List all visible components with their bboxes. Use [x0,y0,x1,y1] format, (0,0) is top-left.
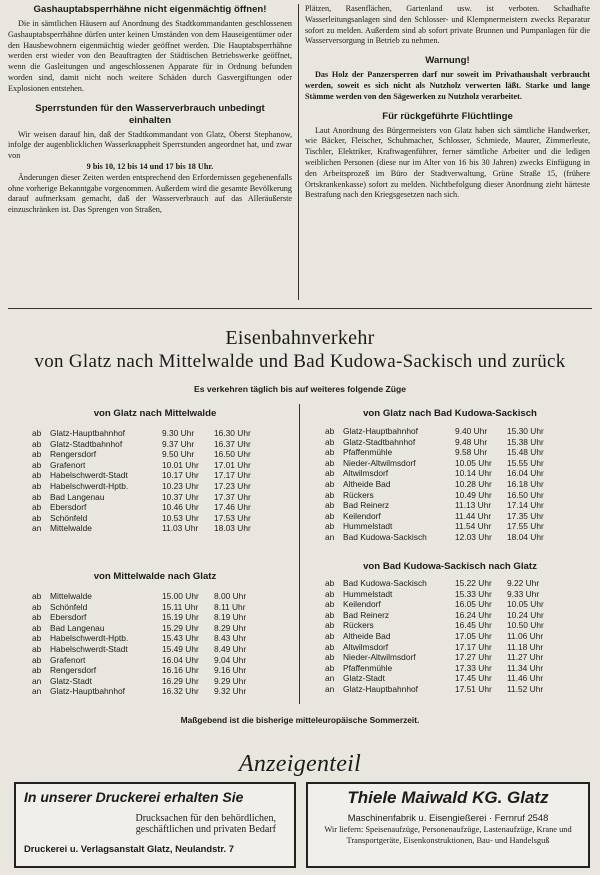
row-time-1: 16.29 Uhr [162,675,199,686]
water-notice-text-2: Änderungen dieser Zeiten werden entsprechend den Erfordernissen gegebenenfalls ohne vorherige Bekanntgabe vorgenommen. Außerdem wird die gesamte Bevölkerung darauf aufmerksam gemacht, daß der Wasserverbrauch auf das Alleräußerste einzuschränken ist. Das Sprengen von Straßen, [8,172,292,215]
row-time-2: 16.50 Uhr [214,449,251,460]
row-time-2: 18.04 Uhr [507,531,544,542]
gas-notice-text: Die in sämtlichen Häusern auf Anordnung des Stadtkommandanten geschlossenen Gashauptabsperrhähne dürfen unter keinen Umständen von dem Hauseigentümer oder den Hausbewohnern eigenmächtig wieder geöffnet werden. Die Hauptabsperrhähne werden erst wieder von den Beauftragten der Städtischen Betriebswerke geöffnet, wenn die Gasleitungen und angeschlossenen Apparate für in Ordnung befunden worden sind, damit nicht noch weitere Schäden durch Gasvergiftungen oder Explosionen entstehen. [8,19,292,93]
row-time-1: 15.22 Uhr [455,578,492,588]
row-station: Glatz-Stadt [343,673,385,684]
row-time-2: 9.29 Uhr [214,675,247,686]
timetable-row [325,490,567,501]
row-time-2: 15.48 Uhr [507,447,544,458]
timetable-row [32,644,274,655]
row-station: Glatz-Hauptbahnhof [50,686,125,697]
water-notice-text: Wir weisen darauf hin, daß der Stadtkommandant von Glatz, Oberst Stephanow, infolge der augenblicklichen Wasserknappheit Sperrstunden angeordnet hat, und zwar von [8,129,292,161]
timetable-title-mittelwalde-glatz: von Mittelwalde nach Glatz [93,571,217,582]
row-station: Glatz-Stadt [50,675,92,686]
ad-printing-body1: Drucksachen für den behördlichen, [135,813,276,824]
ad-printing-footer: Druckerei u. Verlagsanstalt Glatz, Neulandstr. 7 [24,843,234,854]
row-direction: ab [32,491,42,502]
timetable-row [32,633,274,644]
notices-right-column [305,4,590,201]
row-time-1: 16.05 Uhr [455,599,492,610]
timetable-title-glatz-kudowa: von Glatz nach Bad Kudowa-Sackisch [363,408,537,419]
refugee-notice-text: Laut Anordnung des Bürgermeisters von Glatz haben sich sämtliche Handwerker, wie Bäcker, Fleischer, Schuhmacher, Schlosser, Schmiede, Maurer, Zimmerleute, Tischler, Elektriker, Kraftwagenführer, ferner sämtliche Arbeiter und die ledigen weiblichen Personen (diese nur im Alter von 16 bis 30 Jahren) zwecks Einfügung in den Arbeitsprozeß im Büro der Stadtverwaltung, Grüne Straße 15, (frühere Ortskrankenkasse) sofort zu melden. Nichtbefolgung dieser Anordnung zieht härteste Bestrafung nach den Kriegsgesetzen nach sich. [305,125,590,200]
row-direction: ab [32,480,42,491]
row-station: Grafenort [50,654,86,665]
row-direction: ab [325,510,335,521]
row-station: Habelschwerdt-Hptb. [50,633,129,644]
row-time-1: 10.01 Uhr [162,459,199,470]
timetable-row [325,673,567,684]
ad-printing-body2: geschäftlichen und privaten Bedarf [135,824,276,835]
timetable-row [325,437,567,448]
row-time-1: 11.13 Uhr [455,500,492,511]
row-time-1: 15.43 Uhr [162,633,199,644]
row-station: Bad Langenau [50,491,105,502]
row-station: Nieder-Altwilmsdorf [343,457,416,468]
ad-thiele-title: Thiele Maiwald KG. Glatz [347,788,549,807]
row-time-2: 17.46 Uhr [214,502,251,513]
row-direction: ab [32,428,42,438]
timetable-row [32,481,274,492]
ads-section-title: Anzeigenteil [238,751,362,777]
row-station: Rengersdorf [50,665,97,676]
timetable-row [32,449,274,460]
row-time-2: 11.34 Uhr [507,662,544,673]
row-time-1: 9.37 Uhr [162,438,195,449]
timetable-kudowa-glatz [325,578,567,695]
row-direction: ab [32,470,42,481]
row-time-2: 10.50 Uhr [507,620,544,631]
row-direction: ab [325,500,335,511]
row-time-1: 16.32 Uhr [162,686,199,697]
timetable-row [32,513,274,524]
row-direction: an [32,523,42,534]
row-time-2: 17.23 Uhr [214,480,251,491]
row-time-2: 15.38 Uhr [507,436,544,447]
row-direction: ab [32,622,42,633]
row-station: Glatz-Hauptbahnhof [50,428,125,438]
row-time-1: 10.05 Uhr [455,457,492,468]
ad-printing-house [14,782,296,868]
row-time-1: 9.40 Uhr [455,426,488,436]
row-station: Bad Kudowa-Sackisch [343,578,427,588]
row-direction: ab [32,665,42,676]
timetable-row [325,532,567,543]
ad-printing-title: In unserer Druckerei erhalten Sie [24,789,244,805]
row-direction: ab [325,630,335,641]
rail-footer-note: Maßgebend ist die bisherige mitteleuropäische Sommerzeit. [180,715,420,725]
row-time-1: 15.33 Uhr [455,588,492,599]
row-time-1: 12.03 Uhr [455,531,492,542]
row-time-1: 17.17 Uhr [455,641,492,652]
row-time-1: 17.51 Uhr [455,683,492,694]
row-station: Habelschwerdt-Stadt [50,470,128,481]
row-station: Ebersdorf [50,502,87,513]
row-time-2: 11.52 Uhr [507,683,544,694]
row-time-2: 17.35 Uhr [507,510,544,521]
row-station: Rückers [343,620,374,631]
water-hours: 9 bis 10, 12 bis 14 und 17 bis 18 Uhr. [86,161,214,171]
timetable-row [32,655,274,666]
timetable-row [32,502,274,513]
row-time-1: 10.17 Uhr [162,470,199,481]
timetable-row [325,684,567,695]
row-station: Habelschwerdt-Stadt [50,643,128,654]
row-direction: ab [325,641,335,652]
row-time-1: 9.58 Uhr [455,447,488,458]
row-station: Bad Kudowa-Sackisch [343,531,427,542]
row-time-1: 10.53 Uhr [162,512,199,523]
timetable-row [32,602,274,613]
row-station: Mittelwalde [50,591,92,601]
row-station: Hummelstadt [343,588,393,599]
row-direction: ab [32,633,42,644]
row-direction: ab [325,521,335,532]
row-direction: ab [325,426,335,436]
timetable-row [32,492,274,503]
row-time-2: 8.43 Uhr [214,633,247,644]
row-time-2: 17.17 Uhr [214,470,251,481]
row-station: Rengersdorf [50,449,97,460]
timetable-row [325,511,567,522]
ad-thiele-line2: Wir liefern: Speisenaufzüge, Personenaufzüge, Lastenaufzüge, Krane und Transportgeräte, Eisenkonstruktionen, Bau- und Handelsguß [324,825,572,845]
row-time-2: 9.04 Uhr [214,654,247,665]
row-station: Altheide Bad [343,630,391,641]
rail-title-line1: Eisenbahnverkehr [225,327,375,349]
row-time-1: 10.37 Uhr [162,491,199,502]
row-time-2: 17.14 Uhr [507,500,544,511]
row-time-2: 9.22 Uhr [507,578,540,588]
timetable-row [325,620,567,631]
row-time-2: 8.19 Uhr [214,612,247,623]
row-time-2: 15.55 Uhr [507,457,544,468]
timetable-row [325,642,567,653]
row-time-1: 10.46 Uhr [162,502,199,513]
row-time-1: 10.14 Uhr [455,468,492,479]
timetable-mittelwalde-glatz [32,591,274,697]
row-station: Hummelstadt [343,521,393,532]
row-time-2: 16.37 Uhr [214,438,251,449]
row-station: Pfaffenmühle [343,662,393,673]
notices-left-column [8,4,292,216]
warning-text: Das Holz der Panzersperren darf nur soweit im Privathaushalt verbraucht werden, soweit es sich nicht als Nutzholz verwerten läßt. Starke und lange Stämme werden von den Sägewerken zu Nutzholz verarbeitet. [305,70,590,101]
timetable-row [325,599,567,610]
row-direction: ab [325,447,335,458]
row-time-2: 11.27 Uhr [507,652,544,663]
row-time-1: 9.30 Uhr [162,428,195,438]
row-direction: an [325,683,335,694]
row-time-2: 8.11 Uhr [214,601,246,612]
row-time-1: 17.27 Uhr [455,652,492,663]
timetable-row [32,676,274,687]
timetable-row [325,479,567,490]
timetable-title-kudowa-glatz: von Bad Kudowa-Sackisch nach Glatz [363,561,537,572]
row-direction: ab [325,489,335,500]
row-time-2: 9.16 Uhr [214,665,247,676]
row-direction: ab [32,512,42,523]
row-time-2: 17.37 Uhr [214,491,251,502]
timetable-row [325,589,567,600]
row-station: Glatz-Stadtbahnhof [50,438,123,449]
row-station: Nieder-Altwilmsdorf [343,652,416,663]
row-direction: ab [325,457,335,468]
row-direction: ab [325,652,335,663]
timetable-row [325,652,567,663]
row-station: Habelschwerdt-Hptb. [50,480,129,491]
row-station: Altwilmsdorf [343,468,389,479]
row-time-2: 8.49 Uhr [214,643,247,654]
row-time-1: 15.11 Uhr [162,601,199,612]
row-direction: ab [32,438,42,449]
row-time-1: 10.23 Uhr [162,480,199,491]
row-time-1: 9.48 Uhr [455,436,488,447]
ad-thiele-line1: Maschinenfabrik u. Eisengießerei · Fernruf 2548 [347,812,549,823]
timetable-row [325,578,567,589]
timetable-row [325,458,567,469]
timetable-row [32,686,274,697]
timetable-divider [299,404,300,704]
timetable-row [32,460,274,471]
row-time-1: 16.24 Uhr [455,609,492,620]
refugee-notice-title: Für rückgeführte Flüchtlinge [382,110,513,122]
row-time-2: 9.32 Uhr [214,686,247,697]
row-time-2: 16.18 Uhr [507,478,544,489]
row-time-1: 9.50 Uhr [162,449,195,460]
warning-title: Warnung! [425,55,470,67]
column-divider [298,4,299,300]
row-direction: ab [32,654,42,665]
gas-notice-title: Gashauptabsperrhähne nicht eigenmächtig öffnen! [33,4,267,15]
row-time-2: 8.00 Uhr [214,591,247,601]
row-time-2: 10.24 Uhr [507,609,544,620]
row-time-2: 11.06 Uhr [507,630,544,641]
row-direction: ab [325,599,335,610]
timetable-row [325,631,567,642]
row-direction: ab [325,620,335,631]
row-direction: ab [325,662,335,673]
row-time-1: 17.45 Uhr [455,673,492,684]
row-station: Ebersdorf [50,612,87,623]
row-time-1: 16.04 Uhr [162,654,199,665]
row-direction: an [32,686,42,697]
row-time-2: 15.30 Uhr [507,426,544,436]
row-time-1: 10.28 Uhr [455,478,492,489]
timetable-row [32,623,274,634]
row-station: Schönfeld [50,601,88,612]
row-direction: ab [32,591,42,601]
row-time-1: 10.49 Uhr [455,489,492,500]
row-time-1: 15.49 Uhr [162,643,199,654]
row-station: Bad Langenau [50,622,105,633]
row-direction: ab [32,502,42,513]
timetable-row [32,612,274,623]
row-station: Glatz-Hauptbahnhof [343,683,418,694]
row-station: Glatz-Hauptbahnhof [343,426,418,436]
timetable-title-glatz-mittelwalde: von Glatz nach Mittelwalde [93,408,217,419]
timetable-row [32,470,274,481]
row-time-2: 8.29 Uhr [214,622,247,633]
timetable-row [325,426,567,437]
row-time-1: 15.00 Uhr [162,591,199,601]
timetable-row [32,591,274,602]
row-time-2: 16.30 Uhr [214,428,251,438]
timetable-row [32,523,274,534]
row-station: Pfaffenmühle [343,447,393,458]
row-station: Keilendorf [343,510,381,521]
row-direction: ab [32,459,42,470]
row-time-2: 18.03 Uhr [214,523,251,534]
row-time-2: 9.33 Uhr [507,588,540,599]
row-time-2: 17.53 Uhr [214,512,251,523]
row-time-1: 16.45 Uhr [455,620,492,631]
timetable-row [325,468,567,479]
row-time-2: 16.50 Uhr [507,489,544,500]
row-direction: ab [325,588,335,599]
row-time-2: 10.05 Uhr [507,599,544,610]
row-time-1: 15.29 Uhr [162,622,199,633]
row-direction: ab [325,578,335,588]
row-time-2: 11.18 Uhr [507,641,544,652]
row-time-2: 16.04 Uhr [507,468,544,479]
timetable-glatz-kudowa [325,426,567,543]
row-station: Altheide Bad [343,478,391,489]
row-direction: an [325,531,335,542]
section-divider-rail [8,308,592,309]
timetable-row [325,663,567,674]
row-time-1: 11.54 Uhr [455,521,492,532]
row-station: Bad Reinerz [343,500,390,511]
row-direction: ab [325,436,335,447]
row-direction: ab [32,643,42,654]
row-direction: an [325,673,335,684]
row-time-2: 17.01 Uhr [214,459,251,470]
row-direction: ab [325,609,335,620]
row-time-2: 17.55 Uhr [507,521,544,532]
row-direction: an [32,675,42,686]
timetable-row [32,665,274,676]
row-direction: ab [32,612,42,623]
row-station: Schönfeld [50,512,88,523]
timetable-glatz-mittelwalde [32,428,274,534]
row-direction: ab [32,601,42,612]
timetable-row [325,610,567,621]
row-time-1: 11.44 Uhr [455,510,492,521]
row-time-1: 17.05 Uhr [455,630,492,641]
row-time-1: 16.16 Uhr [162,665,199,676]
row-station: Grafenort [50,459,86,470]
row-time-2: 11.46 Uhr [507,673,544,684]
row-direction: ab [325,468,335,479]
row-station: Mittelwalde [50,523,92,534]
rail-subtitle: Es verkehren täglich bis auf weiteres folgende Züge [193,384,407,394]
timetable-row [32,428,274,439]
timetable-row [325,500,567,511]
row-time-1: 17.33 Uhr [455,662,492,673]
timetable-row [32,439,274,450]
row-station: Glatz-Stadtbahnhof [343,436,416,447]
row-station: Bad Reinerz [343,609,390,620]
row-station: Keilendorf [343,599,381,610]
row-station: Rückers [343,489,374,500]
row-time-1: 11.03 Uhr [162,523,199,534]
row-direction: ab [325,478,335,489]
water-notice-continuation: Plätzen, Rasenflächen, Gartenland usw. ist verboten. Schadhafte Wasserleitungsanlagen sind den Schlosser- und Klempnermeistern zwecks Reparatur sofort zu melden. Außerdem sind ab sofort private Brunnen und Pumpanlagen für die Wasserversorgung in Betrieb zu nehmen. [305,4,590,46]
timetable-row [325,521,567,532]
ad-thiele-maiwald [306,782,590,868]
rail-title-line2: von Glatz nach Mittelwalde und Bad Kudowa-Sackisch und zurück [34,351,566,372]
row-station: Altwilmsdorf [343,641,389,652]
row-direction: ab [32,449,42,460]
timetable-row [325,447,567,458]
row-time-1: 15.19 Uhr [162,612,199,623]
water-notice-title: Sperrstunden für den Wasserverbrauch unbedingt einhalten [35,102,265,126]
